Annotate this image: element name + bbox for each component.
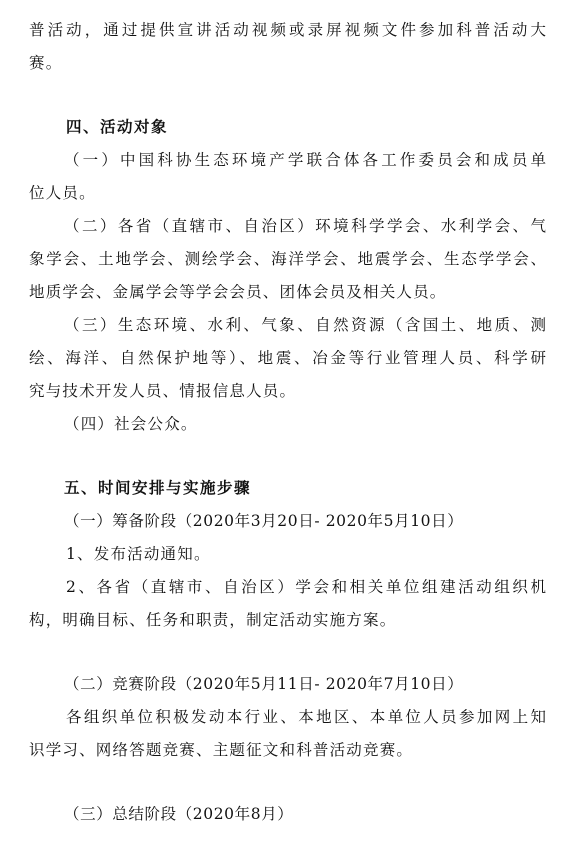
paragraph-line: 位人员。	[29, 184, 96, 202]
section-heading-4: 四、活动对象	[66, 117, 169, 136]
paragraph-line: 绘、海洋、自然保护地等）、地震、冶金等行业管理人员、科学研	[29, 349, 546, 367]
paragraph-line: （四）社会公众。	[64, 415, 198, 433]
section-heading-5: 五、时间安排与实施步骤	[64, 478, 252, 497]
paragraph-line: 各组织单位积极发动本行业、本地区、本单位人员参加网上知	[66, 708, 546, 726]
paragraph-line: 地质学会、金属学会等学会会员、团体会员及相关人员。	[29, 283, 447, 301]
paragraph-line: 象学会、土地学会、测绘学会、海洋学会、地震学会、生态学学会、	[29, 250, 546, 268]
paragraph-line: （三）生态环境、水利、气象、自然资源（含国土、地质、测	[64, 316, 546, 334]
paragraph-line: （一）中国科协生态环境产学联合体各工作委员会和成员单	[64, 151, 546, 169]
paragraph-line: （二）各省（直辖市、自治区）环境科学学会、水利学会、气	[64, 217, 546, 235]
paragraph-line: 究与技术开发人员、情报信息人员。	[29, 382, 297, 400]
paragraph-line: 普活动，通过提供宣讲活动视频或录屏视频文件参加科普活动大	[29, 21, 546, 39]
paragraph-line: 识学习、网络答题竞赛、主题征文和科普活动竞赛。	[29, 741, 414, 759]
stage-heading-3: （三）总结阶段（2020年8月）	[64, 805, 294, 823]
paragraph-line: 2、各省（直辖市、自治区）学会和相关单位组建活动组织机	[66, 578, 546, 596]
paragraph-line: 构，明确目标、任务和职责，制定活动实施方案。	[29, 611, 397, 629]
paragraph-line: 1、发布活动通知。	[66, 545, 211, 563]
paragraph-line: 赛。	[29, 54, 63, 72]
stage-heading-2: （二）竞赛阶段（2020年5月11日- 2020年7月10日）	[64, 675, 464, 693]
stage-heading-1: （一）筹备阶段（2020年3月20日- 2020年5月10日）	[64, 512, 464, 530]
